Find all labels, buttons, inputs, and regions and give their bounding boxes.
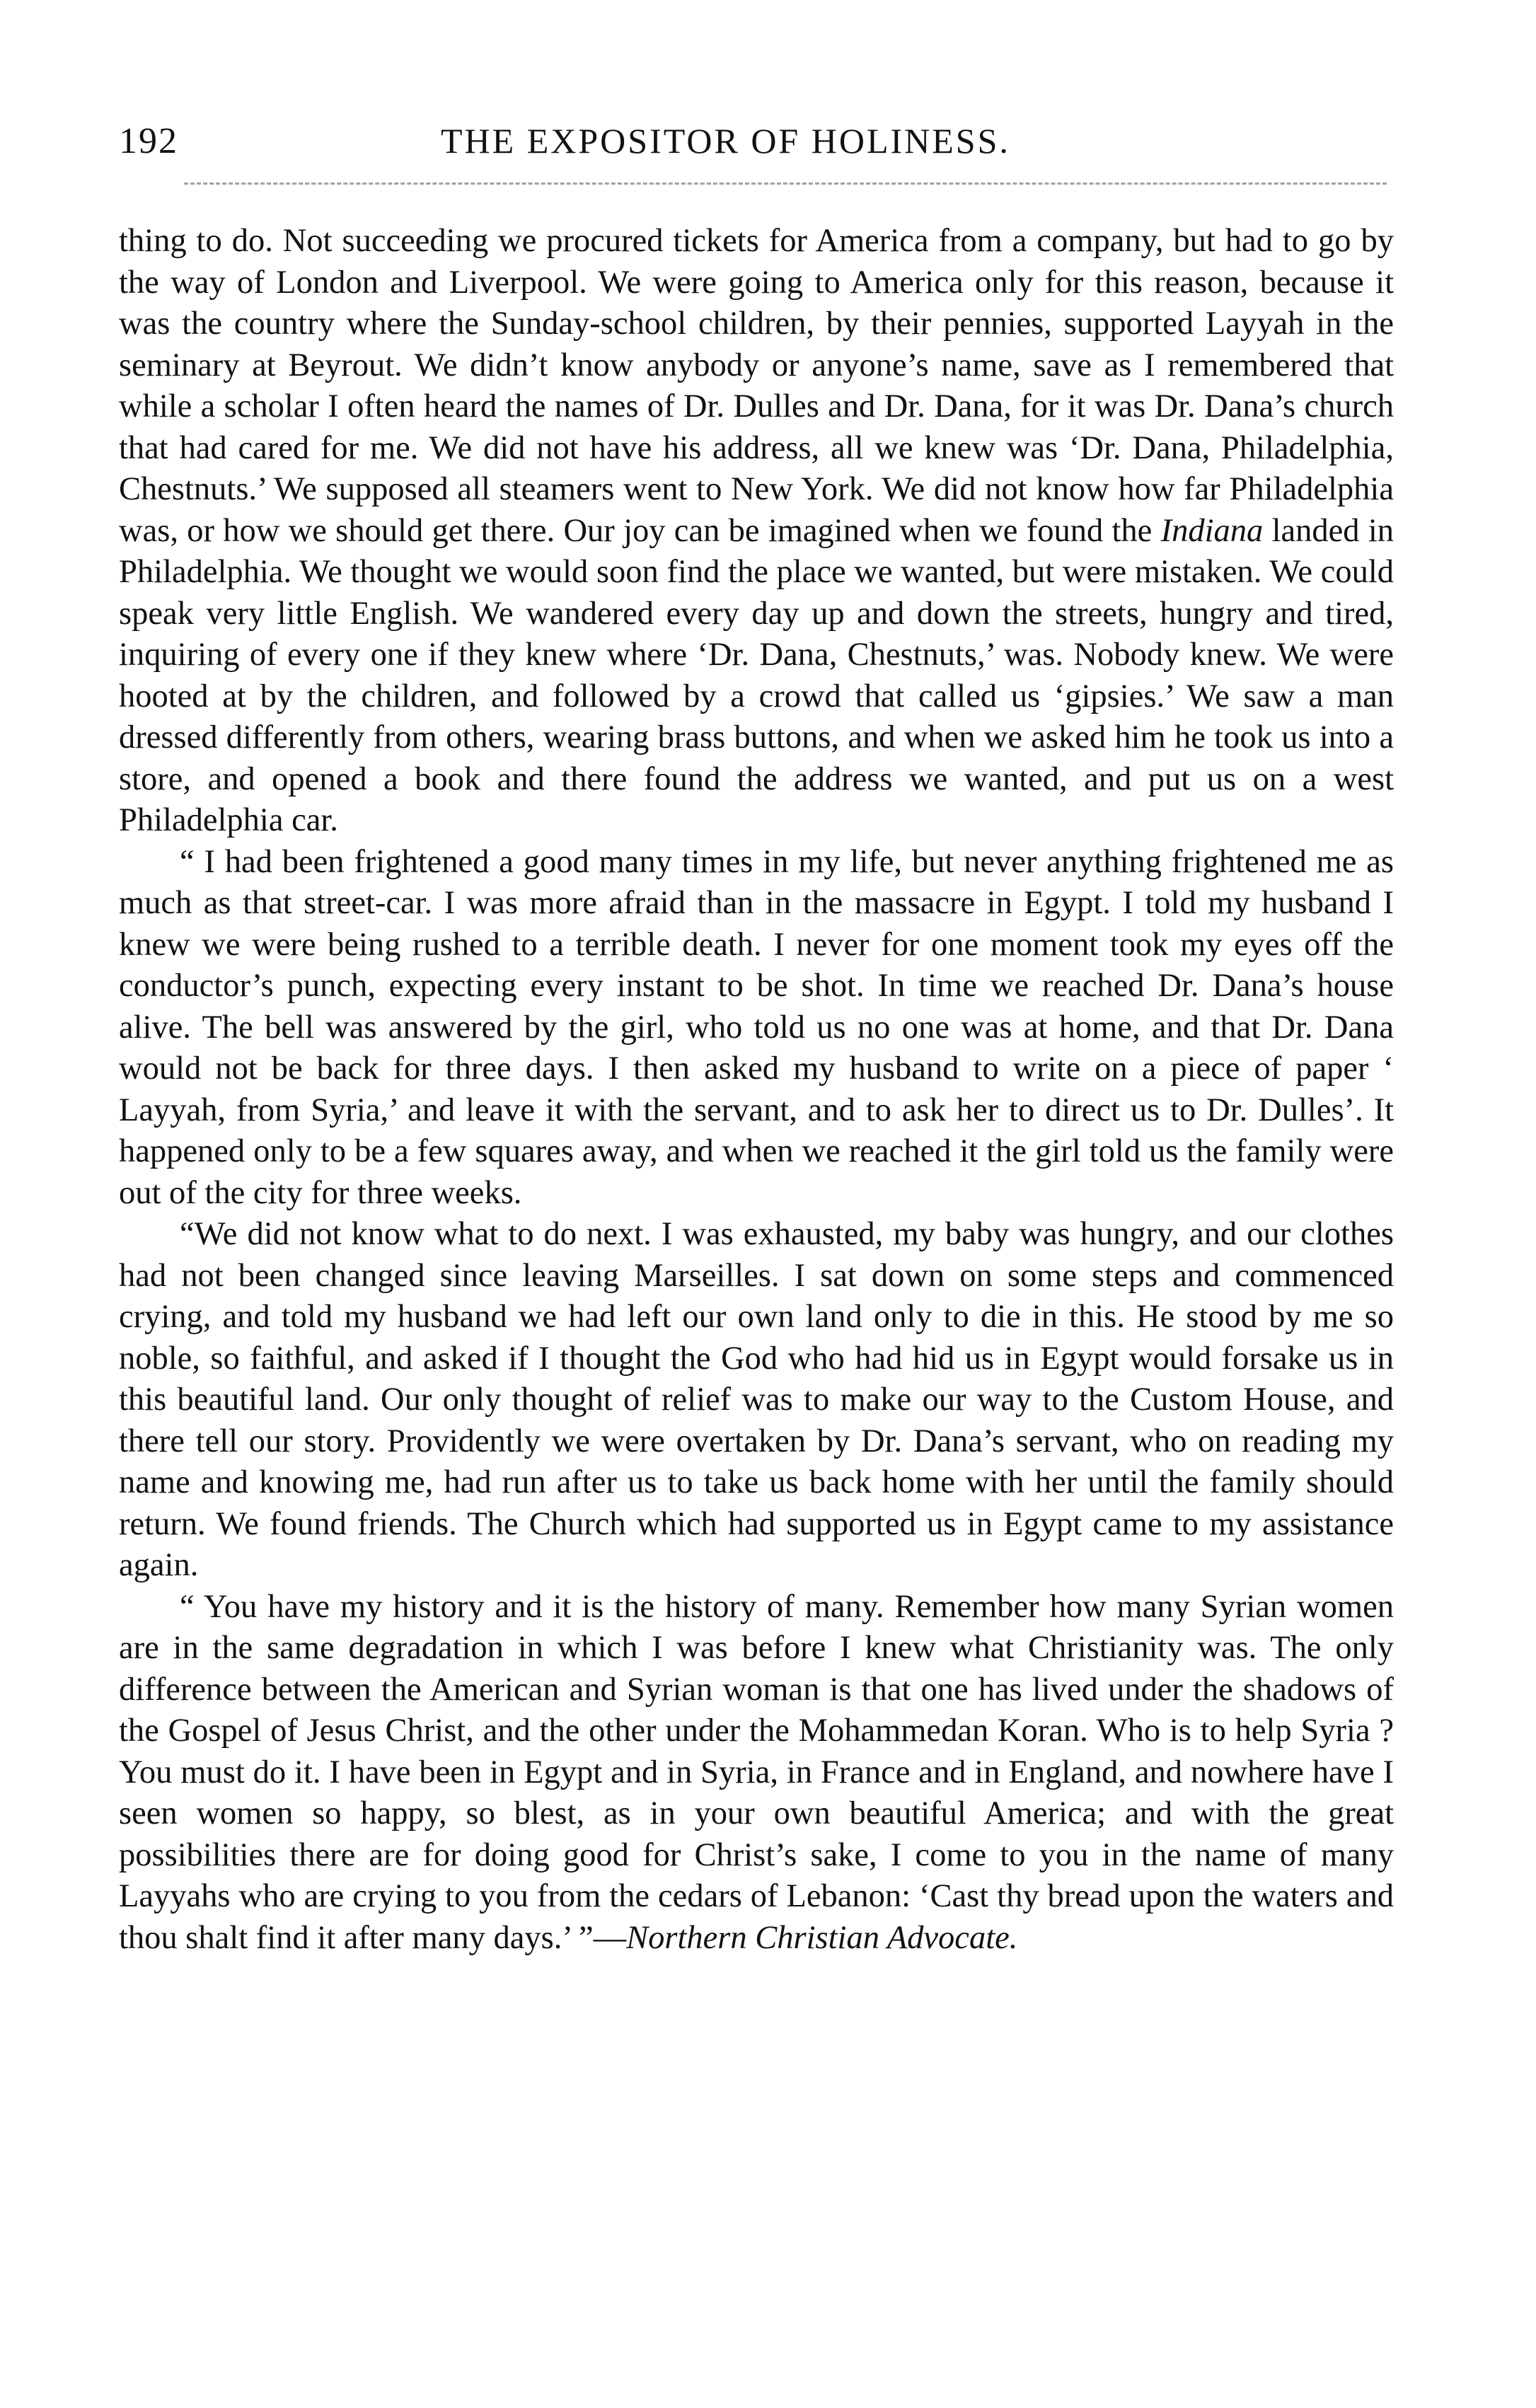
article-body	[119, 221, 1394, 1959]
paragraph	[119, 842, 1394, 1215]
paragraph-text: landed in Philadelphia. We thought we would soon find the place we wanted, but were mistaken. We could speak very little English. We wandered every day up and down the streets, hungry and tired, inquiring of every one if they knew where ‘Dr. Dana, Chestnuts,’ was. Nobody knew. We were hooted at by the children, and followed by a crowd that called us ‘gipsies.’ We saw a man dressed differently from others, wearing brass buttons, and when we asked him he took us into a store, and opened a book and there found the address we wanted, and put us on a west Philadelphia car.	[119, 512, 1394, 838]
page-number: 192	[119, 121, 178, 161]
paragraph	[119, 1214, 1394, 1587]
paragraph-text: “ You have my history and it is the history of many. Remember how many Syrian women are in the same degradation in which I was before I knew what Christianity was. The only difference between the American and Syrian woman is that one has lived under the shadows of the Gospel of Jesus Christ, and the other under the Mohammedan Koran. Who is to help Syria ? You must do it. I have been in Egypt and in Syria, in France and in England, and nowhere have I seen women so happy, so blest, as in your own beautiful America; and with the great possibilities there are for doing good for Christ’s sake, I come to you in the name of many Layyahs who are crying to you from the cedars of Lebanon: ‘Cast thy bread upon the waters and thou shalt find it after many days.’ ”—	[119, 1588, 1394, 1956]
paragraph	[119, 1587, 1394, 1960]
paragraph-text: “We did not know what to do next. I was exhausted, my baby was hungry, and our clothes had not been changed since leaving Marseilles. I sat down on some steps and commenced crying, and told my husband we had left our own land only to die in this. He stood by me so noble, so faithful, and asked if I thought the God who had hid us in Egypt would forsake us in this beautiful land. Our only thought of relief was to make our way to the Custom House, and there tell our story. Providently we were overtaken by Dr. Dana’s servant, who on reading my name and knowing me, had run after us to take us back home with her until the family should return. We found friends. The Church which had supported us in Egypt came to my assistance again.	[119, 1216, 1394, 1583]
page-header	[119, 120, 1389, 170]
header-rule	[184, 183, 1387, 185]
paragraph-text: thing to do. Not succeeding we procured tickets for America from a company, but had to go by the way of London and Liverpool. We were going to America only for this reason, because it was the country where the Sunday-school children, by their pennies, supported Layyah in the seminary at Beyrout. We didn’t know anybody or anyone’s name, save as I remembered that while a scholar I often heard the names of Dr. Dulles and Dr. Dana, for it was Dr. Dana’s church that had cared for me. We did not have his address, all we knew was ‘Dr. Dana, Philadelphia, Chestnuts.’ We supposed all steamers went to New York. We did not know how far Philadelphia was, or how we should get there. Our joy can be imagined when we found the	[119, 223, 1394, 549]
italic-text: Indiana	[1160, 512, 1264, 549]
italic-text: Northern Christian Advocate.	[626, 1919, 1018, 1956]
running-title: THE EXPOSITOR OF HOLINESS.	[441, 121, 1010, 161]
paragraph-text: “ I had been frightened a good many times in my life, but never anything frightened me as much as that street-car. I was more afraid than in the massacre in Egypt. I told my husband I knew we were being rushed to a terrible death. I never for one moment took my eyes off the conductor’s punch, expecting every instant to be shot. In time we reached Dr. Dana’s house alive. The bell was answered by the girl, who told us no one was at home, and that Dr. Dana would not be back for three days. I then asked my husband to write on a piece of paper ‘ Layyah, from Syria,’ and leave it with the servant, and to ask her to direct us to Dr. Dulles’. It happened only to be a few squares away, and when we reached it the girl told us the family were out of the city for three weeks.	[119, 843, 1394, 1211]
paragraph	[119, 221, 1394, 842]
